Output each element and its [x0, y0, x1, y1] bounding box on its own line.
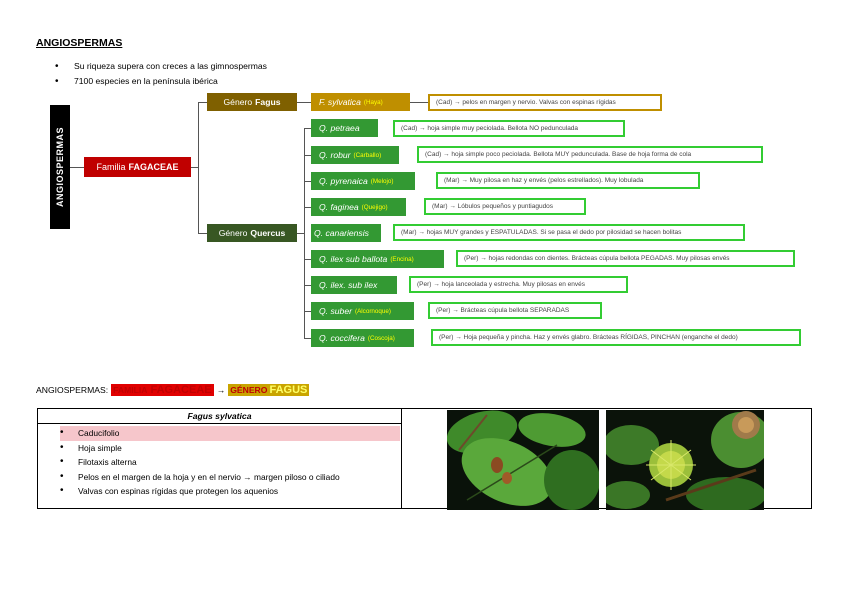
connector [304, 259, 311, 260]
beech-nut-husk-photo [606, 410, 764, 510]
species-description: (Per) → hoja lanceolada y estrecha. Muy pilosas en envés [409, 276, 628, 293]
connector [304, 338, 311, 339]
species-q-ilex-ballota: Q. ilex sub ballota (Encina) [311, 250, 444, 268]
species-description: (Cad) → hoja simple muy peciolada. Bellota NO pedunculada [393, 120, 625, 137]
characteristics-list [60, 426, 400, 499]
connector [304, 181, 311, 182]
list-item: • Caducifolio [60, 426, 400, 441]
fagus-table [37, 408, 812, 509]
species-q-petraea: Q. petraea [311, 119, 378, 137]
connector [410, 102, 428, 103]
connector [198, 233, 207, 234]
section-heading: ANGIOSPERMAS: FAMILIA FAGACEAE → GÉNERO FAGUS [36, 384, 308, 396]
genus-fagus-box: Género Fagus [207, 93, 297, 111]
species-q-robur: Q. robur (Carballo) [311, 146, 399, 164]
species-f-sylvatica: F. sylvatica (Haya) [311, 93, 410, 111]
species-description: (Mar) → hojas MUY grandes y ESPATULADAS. Si se pasa el dedo por pilosidad se hacen bolitas [393, 224, 745, 241]
page-title: ANGIOSPERMAS [36, 37, 123, 49]
species-q-suber: Q. suber (Alcornoque) [311, 302, 414, 320]
connector [198, 102, 207, 103]
connector [191, 167, 198, 168]
connector [198, 102, 199, 233]
genus-quercus-box: Género Quercus [207, 224, 297, 242]
species-q-canariensis: Q. canariensis [311, 224, 381, 242]
species-description: (Mar) → Muy pilosa en haz y envés (pelos estrellados). Muy lobulada [436, 172, 700, 189]
species-q-coccifera: Q. coccifera (Coscoja) [311, 329, 414, 347]
species-description: (Cad) → hoja simple poco peciolada. Bellota MUY pedunculada. Base de hoja forma de cola [417, 146, 763, 163]
species-q-ilex-ilex: Q. ilex. sub ilex [311, 276, 397, 294]
list-item: • Filotaxis alterna [60, 455, 400, 470]
arrow-icon: → [216, 385, 226, 395]
list-item: • Valvas con espinas rígidas que protegen los aquenios [60, 484, 400, 499]
connector [297, 102, 311, 103]
connector [304, 311, 311, 312]
species-description: (Per) → Hoja pequeña y pincha. Haz y envés glabro. Brácteas RÍGIDAS, PINCHAN (enganche el dedo) [431, 329, 801, 346]
family-fagaceae-box: Familia FAGACEAE [84, 157, 191, 177]
beech-leaves-photo [447, 410, 599, 510]
list-item: • Pelos en el margen de la hoja y en el nervio → margen piloso o ciliado [60, 470, 400, 485]
connector [304, 155, 311, 156]
species-description: (Mar) → Lóbulos pequeños y puntiagudos [424, 198, 586, 215]
list-item: • Hoja simple [60, 441, 400, 456]
genus-highlight: GÉNERO FAGUS [230, 384, 308, 396]
family-highlight: FAMILIA FAGACEAE [113, 384, 212, 396]
bullet-item: • 7100 especies en la península ibérica [55, 74, 267, 89]
bullet-item: • Su riqueza supera con creces a las gimnospermas [55, 59, 267, 74]
intro-bullets [55, 59, 267, 89]
connector [70, 167, 84, 168]
table-divider [401, 409, 402, 508]
connector [304, 207, 311, 208]
species-description: (Cad) → pelos en margen y nervio. Valvas con espinas rígidas [428, 94, 662, 111]
species-description: (Per) → hojas redondas con dientes. Brácteas cúpula bellota PEGADAS. Muy pilosas envés [456, 250, 795, 267]
species-q-faginea: Q. faginea (Quejigo) [311, 198, 406, 216]
connector [304, 128, 311, 129]
connector [304, 128, 305, 338]
table-header: Fagus sylvatica [38, 409, 401, 424]
root-label: ANGIOSPERMAS [50, 105, 70, 229]
connector [297, 233, 304, 234]
connector [304, 285, 311, 286]
species-description: (Per) → Brácteas cúpula bellota SEPARADAS [428, 302, 602, 319]
species-q-pyrenaica: Q. pyrenaica (Melojo) [311, 172, 415, 190]
